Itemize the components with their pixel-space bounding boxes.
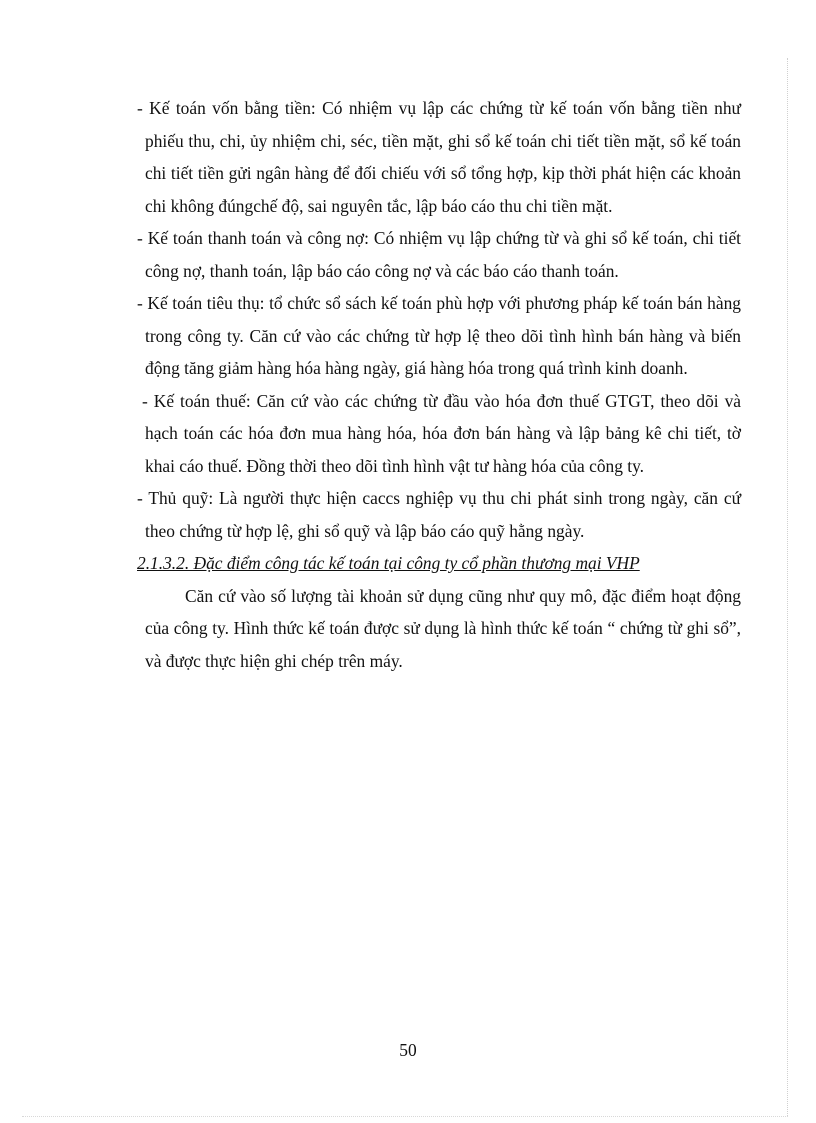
- paragraph-cash-accounting: - Kế toán vốn bằng tiền: Có nhiệm vụ lập các chứng từ kế toán vốn bằng tiền như phiếu thu, chi, ủy nhiệm chi, séc, tiền mặt, ghi sổ kế toán chi tiết tiền mặt, sổ kế toán chi tiết tiền gửi ngân hàng để đối chiếu với sổ tổng hợp, kịp thời phát hiện các khoản chi không đúngchế độ, sai nguyên tắc, lập báo cáo thu chi tiền mặt.: [137, 98, 741, 216]
- page-border-bottom: [22, 1116, 788, 1117]
- document-content: [137, 92, 741, 677]
- paragraph-tax-accounting: - Kế toán thuế: Căn cứ vào các chứng từ đầu vào hóa đơn thuế GTGT, theo dõi và hạch toán các hóa đơn mua hàng hóa, hóa đơn bán hàng và lập bảng kê chi tiết, tờ khai cáo thuế. Đồng thời theo dõi tình hình vật tư hàng hóa của công ty.: [142, 390, 741, 476]
- body-paragraph: Căn cứ vào số lượng tài khoản sử dụng cũng như quy mô, đặc điểm hoạt động của công ty. Hình thức kế toán được sử dụng là hình thức kế toán “ chứng từ ghi sổ”, và được thực hiện ghi chép trên máy.: [145, 585, 741, 671]
- section-heading: 2.1.3.2. Đặc điểm công tác kế toán tại công ty cổ phần thương mại VHP: [137, 553, 640, 573]
- paragraph-sales-accounting: - Kế toán tiêu thụ: tổ chức sổ sách kế toán phù hợp với phương pháp kế toán bán hàng trong công ty. Căn cứ vào các chứng từ hợp lệ theo dõi tình hình bán hàng và biến động tăng giảm hàng hóa hàng ngày, giá hàng hóa trong quá trình kinh doanh.: [137, 293, 741, 378]
- page-border-right: [787, 58, 788, 1116]
- paragraph-treasurer: - Thủ quỹ: Là người thực hiện caccs nghiệp vụ thu chi phát sinh trong ngày, căn cứ theo chứng từ hợp lệ, ghi sổ quỹ và lập báo cáo quỹ hằng ngày.: [137, 488, 741, 541]
- page-number: 50: [399, 1040, 417, 1060]
- paragraph-payables-accounting: - Kế toán thanh toán và công nợ: Có nhiệm vụ lập chứng từ và ghi sổ kế toán, chi tiết công nợ, thanh toán, lập báo cáo công nợ và các báo cáo thanh toán.: [137, 228, 741, 281]
